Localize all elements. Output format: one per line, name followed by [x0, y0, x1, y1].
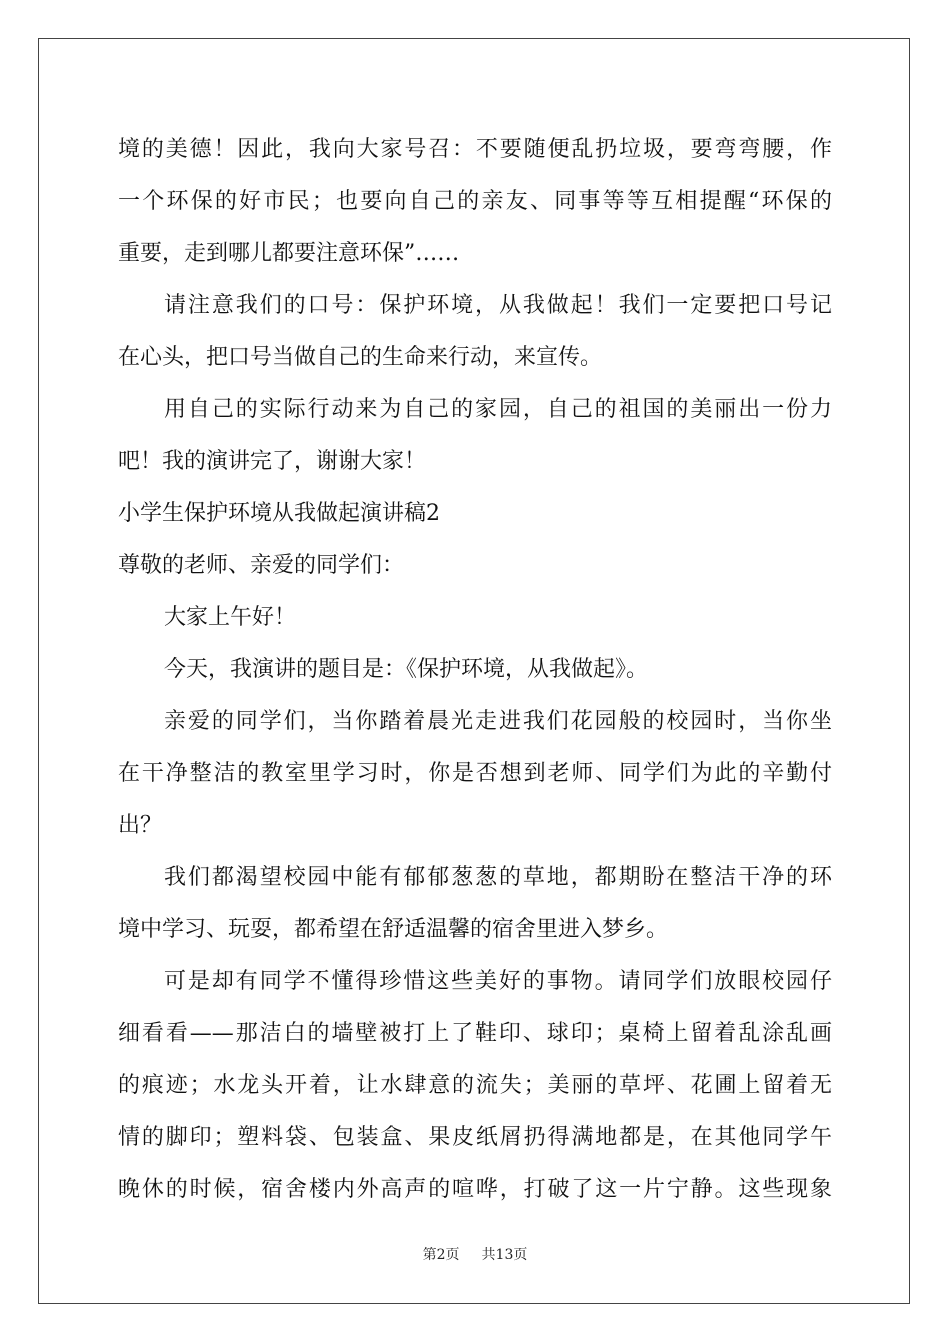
section-title: 小学生保护环境从我做起演讲稿2: [118, 501, 440, 526]
page-number: 第2页: [422, 1247, 460, 1263]
text-line: 大家上午好！: [164, 605, 297, 630]
text-line: 情的脚印；塑料袋、包装盒、果皮纸屑扔得满地都是，在其他同学午: [118, 1125, 832, 1150]
text-line: 出？: [118, 813, 163, 838]
text-line: 亲爱的同学们，当你踏着晨光走进我们花园般的校园时，当你坐: [164, 709, 832, 734]
text-line: 一个环保的好市民；也要向自己的亲友、同事等等互相提醒“环保的: [118, 189, 832, 214]
text-line: 在干净整洁的教室里学习时，你是否想到老师、同学们为此的辛勤付: [118, 761, 832, 786]
text-line: 可是却有同学不懂得珍惜这些美好的事物。请同学们放眼校园仔: [164, 969, 832, 994]
page-total: 共13页: [481, 1247, 528, 1263]
text-line: 吧！我的演讲完了，谢谢大家！: [118, 449, 427, 474]
salutation: 尊敬的老师、亲爱的同学们：: [118, 553, 405, 578]
text-line: 我们都渴望校园中能有郁郁葱葱的草地，都期盼在整洁干净的环: [164, 865, 832, 890]
text-line: 境的美德！因此，我向大家号召：不要随便乱扔垃圾，要弯弯腰，作: [118, 137, 832, 162]
document-body: [118, 124, 832, 1216]
text-line: 用自己的实际行动来为自己的家园，自己的祖国的美丽出一份力: [164, 397, 832, 422]
text-line: 的痕迹；水龙头开着，让水肆意的流失；美丽的草坪、花圃上留着无: [118, 1073, 832, 1098]
text-line: 请注意我们的口号：保护环境，从我做起！我们一定要把口号记: [164, 293, 832, 318]
page-footer: [0, 1244, 950, 1264]
text-line: 晚休的时候，宿舍楼内外高声的喧哗，打破了这一片宁静。这些现象: [118, 1177, 832, 1202]
text-line: 境中学习、玩耍，都希望在舒适温馨的宿舍里进入梦乡。: [118, 917, 669, 942]
text-line: 重要，走到哪儿都要注意环保”……: [118, 241, 460, 266]
text-line: 今天，我演讲的题目是：《保护环境，从我做起》。: [164, 657, 649, 682]
text-line: 细看看——那洁白的墙壁被打上了鞋印、球印；桌椅上留着乱涂乱画: [118, 1021, 832, 1046]
text-line: 在心头，把口号当做自己的生命来行动，来宣传。: [118, 345, 603, 370]
